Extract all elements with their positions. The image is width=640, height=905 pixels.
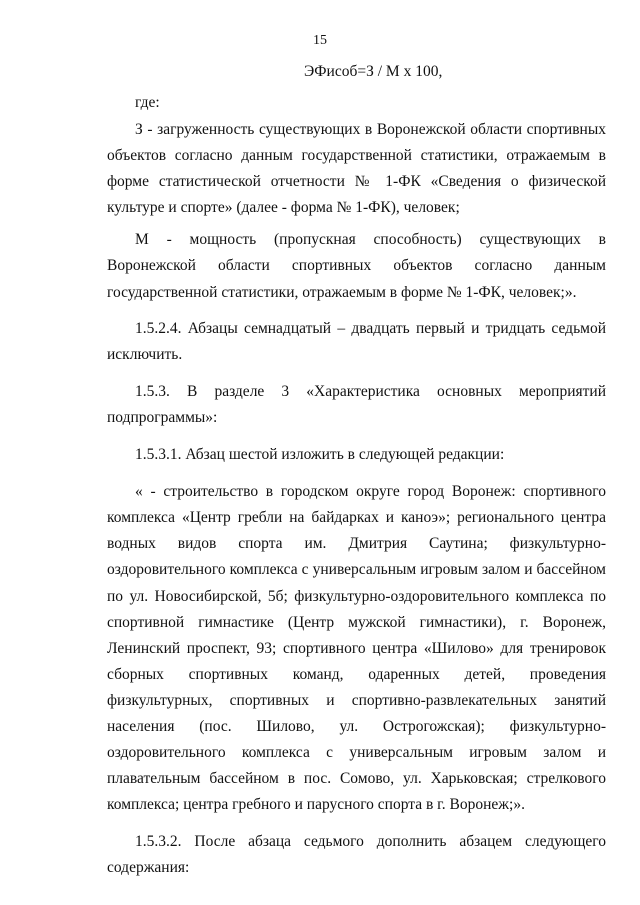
- document-body: [107, 117, 606, 882]
- paragraph-1-5-3-1: 1.5.3.1. Абзац шестой изложить в следующей редакции:: [135, 446, 505, 464]
- paragraph-z-definition: З - загруженность существующих в Воронежской области спортивных объектов согласно данным государственной статистики, отражаемым в форме статистической отчетности № 1-ФК «Сведения о физической культуре и спорте» (далее - форма № 1-ФК), человек;: [107, 121, 606, 217]
- paragraph-m-definition: М - мощность (пропускная способность) существующих в Воронежской области спортивных объектов согласно данным государственной статистики, отражаемым в форме № 1-ФК, человек;».: [107, 231, 606, 301]
- where-label: где:: [135, 94, 160, 111]
- paragraph-construction-list: « - строительство в городском округе город Воронеж: спортивного комплекса «Центр гребли на байдарках и каноэ»; регионального центра водных видов спорта им. Дмитрия Саутина; физкультурно-оздоровительного комплекса с универсальным игровым залом и бассейном по ул. Новосибирской, 5б; физкультурно-оздоровительного комплекса по спортивной гимнастике (Центр мужской гимнастики), г. Воронеж, Ленинский проспект, 93; спортивного центра «Шилово» для тренировок сборных спортивных команд, одаренных детей, проведения физкультурных, спортивных и спортивно-развлекательных занятий населения (пос. Шилово, ул. Острогожская); физкультурно-оздоровительного комплекса с универсальным игровым залом и плавательным бассейном в пос. Сомово, ул. Харьковская; стрелкового комплекса; центра гребного и парусного спорта в г. Воронеж;».: [107, 483, 606, 814]
- paragraph-1-5-3: 1.5.3. В разделе 3 «Характеристика основных мероприятий подпрограммы»:: [107, 382, 606, 426]
- formula: ЭФисоб=З / М х 100,: [304, 63, 443, 80]
- page-number: 15: [313, 33, 327, 48]
- paragraph-1-5-2-4: 1.5.2.4. Абзацы семнадцатый – двадцать первый и тридцать седьмой исключить.: [107, 319, 606, 363]
- paragraph-1-5-3-2: 1.5.3.2. После абзаца седьмого дополнить абзацем следующего содержания:: [107, 833, 606, 877]
